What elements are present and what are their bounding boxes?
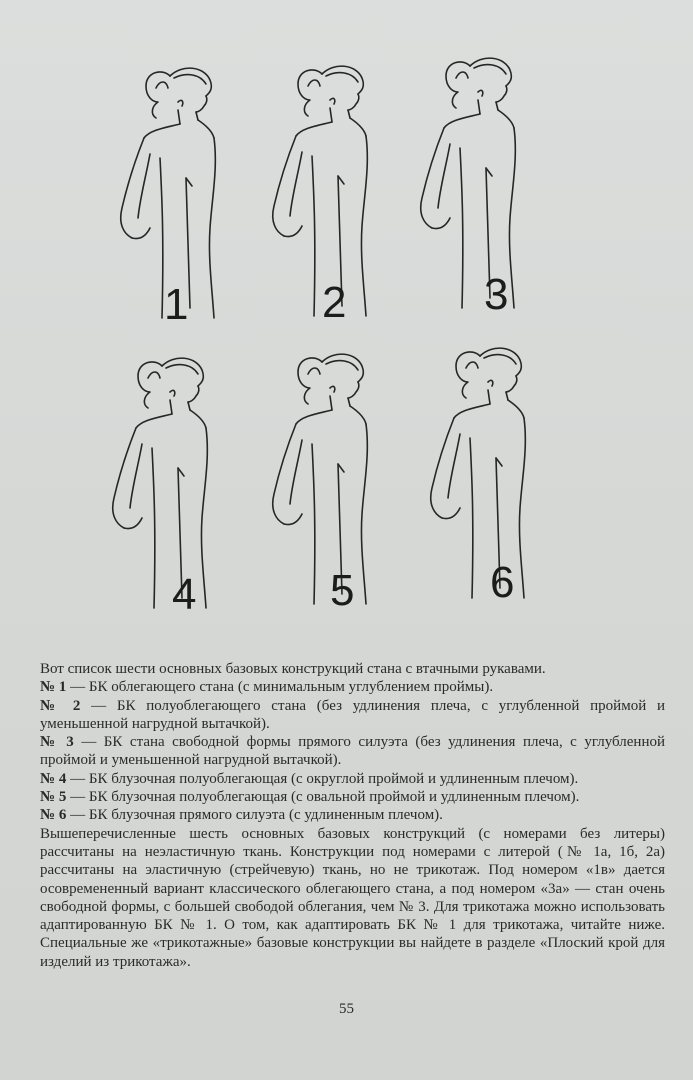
closing-paragraph: Вышеперечисленные шесть основных базовых конструкций (с номерами без литеры) рассчитаны на неэластичную ткань. Конструкции под номерами с литерой (№ 1а, 1б, 2а) рассчитаны на эластичную (стрейчевую) ткань, но не трикотаж. Под номером «1в» дается осовремененный вариант классического облегающего стана, а под номером «3а» — стан очень свободной формы, с большей свободой облегания, чем № 3. Для трикотажа можно использовать адаптированную БК № 1. О том, как адаптировать БК № 1 для трикотажа, читайте ниже. Специальные же «трикотажные» базовые конструкции вы найдете в разделе «Плоский крой для изделий из трикотажа».: [40, 825, 665, 970]
intro-paragraph: Вот список шести основных базовых конструкций стана с втачными рукавами.: [40, 661, 546, 677]
item-text: — БК блузочная прямого силуэта (с удлиненным плечом).: [70, 807, 443, 824]
list-item-6: [40, 806, 665, 824]
figure-number: 1: [164, 280, 189, 329]
item-number: № 4: [40, 770, 67, 787]
body-text: [40, 660, 665, 971]
figure-6: [410, 338, 610, 638]
item-number: № 6: [40, 807, 67, 824]
figure-number: 2: [322, 278, 347, 327]
item-number: № 5: [40, 789, 67, 806]
list-item-2: [40, 697, 665, 734]
page-number: 55: [339, 1001, 354, 1017]
figure-number: 6: [490, 558, 515, 607]
item-number: № 2: [40, 697, 81, 714]
figure-3: [400, 48, 600, 348]
figure-number: 3: [484, 270, 509, 319]
item-text: — БК блузочная полуоблегающая (с округлой проймой и удлиненным плечом).: [70, 770, 579, 787]
figure-number: 5: [330, 566, 355, 615]
list-item-4: [40, 770, 665, 788]
item-number: № 1: [40, 679, 67, 696]
item-text: — БК облегающего стана (с минимальным углублением проймы).: [70, 679, 494, 696]
list-item-1: [40, 678, 665, 696]
list-item-5: [40, 788, 665, 806]
item-text: — БК блузочная полуоблегающая (с овальной проймой и удлиненным плечом).: [70, 789, 580, 806]
item-number: № 3: [40, 734, 74, 751]
figure-number: 4: [172, 570, 197, 619]
list-item-3: [40, 733, 665, 770]
item-text: — БК стана свободной формы прямого силуэта (без удлинения плеча, с углубленной проймой и уменьшенной нагрудной вытачкой).: [40, 734, 665, 769]
item-text: — БК полуоблегающего стана (без удлинения плеча, с углубленной проймой и уменьшенной нагрудной вытачкой).: [40, 697, 666, 732]
